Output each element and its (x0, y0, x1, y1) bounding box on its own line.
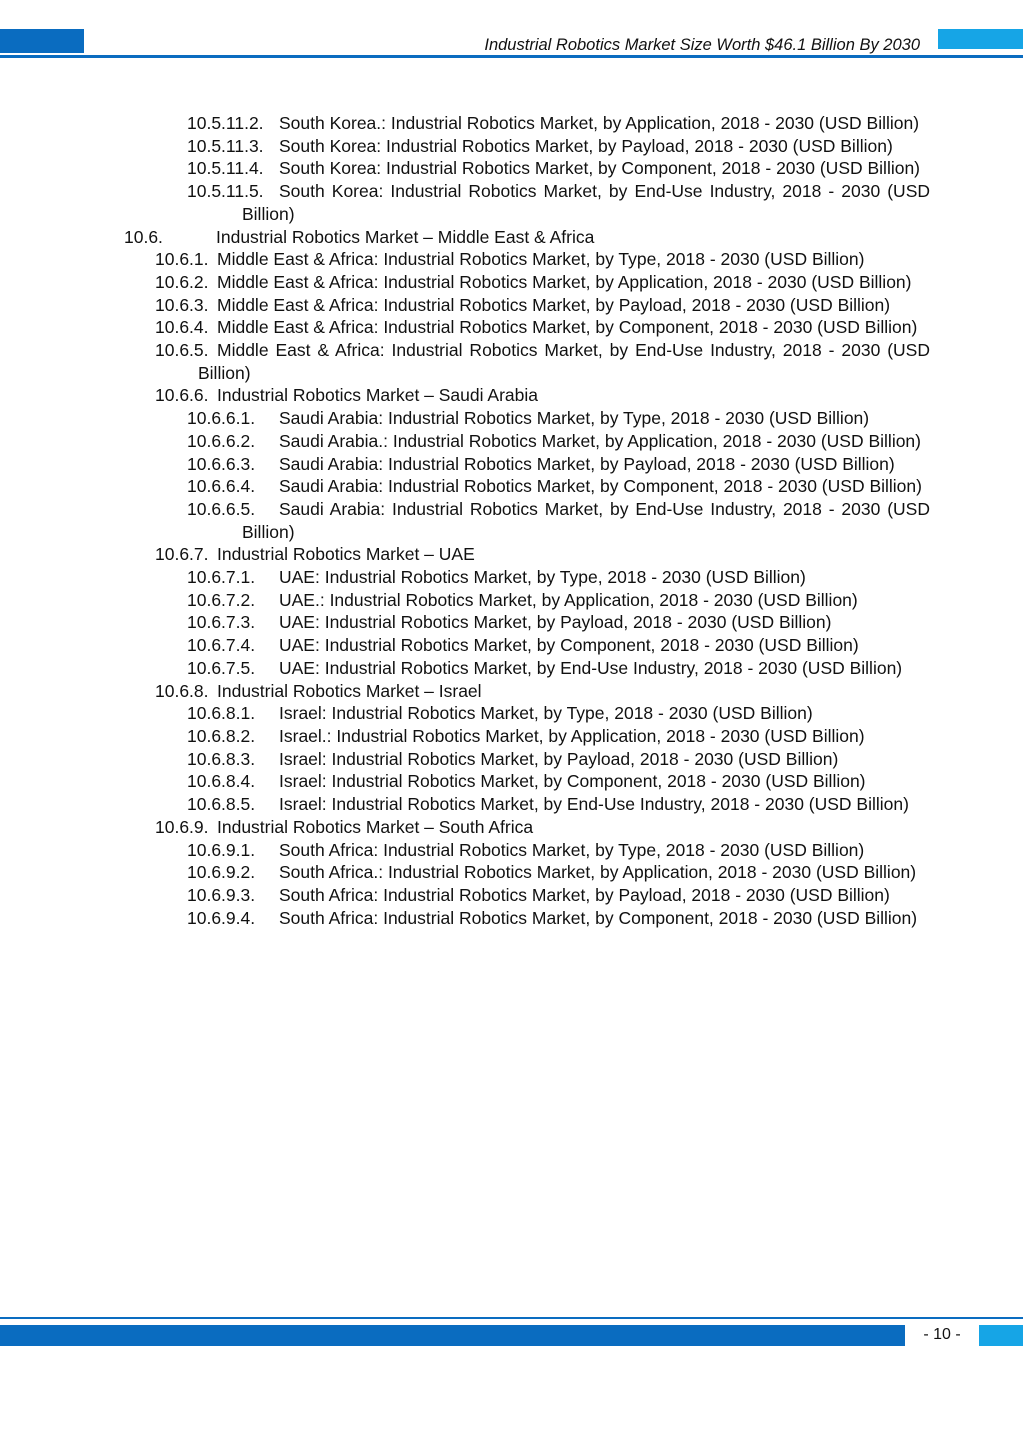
toc-entry-title: Israel: Industrial Robotics Market, by End-Use Industry, 2018 - 2030 (USD Billion) (279, 794, 909, 815)
toc-entry-number: 10.6.7.5. (187, 657, 256, 678)
page-number: - 10 - (923, 1326, 961, 1343)
toc-entry-number: 10.6.6.5. (187, 498, 256, 519)
toc-entry[interactable] (0, 884, 1023, 907)
toc-entry[interactable] (0, 793, 1023, 816)
toc-entry-title: UAE: Industrial Robotics Market, by Type, 2018 - 2030 (USD Billion) (279, 567, 806, 588)
toc-entry[interactable] (0, 271, 1023, 294)
toc-entry-number: 10.6.9.1. (187, 839, 256, 860)
toc-entry[interactable] (0, 861, 1023, 884)
toc-entry-title: South Africa.: Industrial Robotics Market, by Application, 2018 - 2030 (USD Billion) (279, 862, 917, 883)
toc-entry[interactable] (0, 748, 1023, 771)
toc-entry-number: 10.6. (124, 226, 163, 247)
toc-entry-title: UAE: Industrial Robotics Market, by End-Use Industry, 2018 - 2030 (USD Billion) (279, 657, 903, 678)
toc-entry-title: Israel: Industrial Robotics Market, by Component, 2018 - 2030 (USD Billion) (279, 771, 866, 792)
toc-entry-title: UAE: Industrial Robotics Market, by Component, 2018 - 2030 (USD Billion) (279, 635, 859, 656)
toc-entry-title: South Korea: Industrial Robotics Market, by Payload, 2018 - 2030 (USD Billion) (279, 135, 893, 156)
toc-entry[interactable] (0, 226, 1023, 249)
toc-entry[interactable] (0, 430, 1023, 453)
toc-entry-title: South Africa: Industrial Robotics Market, by Payload, 2018 - 2030 (USD Billion) (279, 884, 890, 905)
toc-entry-number: 10.6.3. (155, 294, 209, 315)
toc-entry-number: 10.6.7.1. (187, 567, 256, 588)
toc-entry-number: 10.5.11.3. (187, 135, 264, 156)
toc-entry-number: 10.6.1. (155, 249, 209, 270)
toc-entry-title: Industrial Robotics Market – Israel (217, 680, 482, 701)
toc-entry[interactable] (0, 407, 1023, 430)
toc-entry[interactable] (0, 566, 1023, 589)
toc-entry[interactable] (0, 498, 1023, 543)
toc-entry[interactable] (0, 634, 1023, 657)
toc-entry-number: 10.6.6.2. (187, 430, 256, 451)
toc-entry-title: Israel.: Industrial Robotics Market, by Application, 2018 - 2030 (USD Billion) (279, 725, 865, 746)
toc-entry-title: Middle East & Africa: Industrial Robotics Market, by Payload, 2018 - 2030 (USD Billion) (217, 294, 891, 315)
footer-bar (0, 1325, 905, 1346)
toc-entry[interactable] (0, 475, 1023, 498)
toc-entry-title: Israel: Industrial Robotics Market, by Type, 2018 - 2030 (USD Billion) (279, 703, 813, 724)
toc-entry-number: 10.6.8.2. (187, 725, 256, 746)
header-accent-left (0, 29, 84, 53)
toc-entry-number: 10.6.6.4. (187, 476, 256, 497)
toc-entry-title: South Africa: Industrial Robotics Market, by Type, 2018 - 2030 (USD Billion) (279, 839, 865, 860)
toc-entry-number: 10.6.6.3. (187, 453, 256, 474)
toc-entry-number: 10.5.11.2. (187, 113, 264, 133)
toc-entry[interactable] (0, 680, 1023, 703)
toc-entry[interactable] (0, 725, 1023, 748)
toc-entry-title: Saudi Arabia: Industrial Robotics Market, by Component, 2018 - 2030 (USD Billion) (279, 476, 922, 497)
toc-entry-number: 10.6.9. (155, 816, 209, 837)
footer-rule (0, 1317, 1023, 1319)
toc-entry-number: 10.6.9.4. (187, 907, 256, 928)
toc-entry-number: 10.6.4. (155, 317, 209, 338)
toc-entry-number: 10.6.6. (155, 385, 209, 406)
toc-entry-number: 10.6.7.2. (187, 589, 256, 610)
toc-entry[interactable] (0, 180, 1023, 225)
toc-entry-title: Middle East & Africa: Industrial Robotics Market, by Component, 2018 - 2030 (USD Billion) (217, 317, 918, 338)
toc-entry-number: 10.6.9.2. (187, 862, 256, 883)
toc-entry-title: Saudi Arabia.: Industrial Robotics Market, by Application, 2018 - 2030 (USD Billion) (279, 430, 921, 451)
toc-entry-title: Industrial Robotics Market – UAE (217, 544, 475, 565)
toc-entry-number: 10.6.8.1. (187, 703, 256, 724)
header-accent-right (938, 29, 1023, 49)
toc-entry[interactable] (0, 316, 1023, 339)
toc-entry-title: Industrial Robotics Market – Middle East & Africa (216, 226, 595, 247)
toc-entry-title: UAE: Industrial Robotics Market, by Payload, 2018 - 2030 (USD Billion) (279, 612, 832, 633)
toc-entry-title: Industrial Robotics Market – Saudi Arabia (217, 385, 538, 406)
toc-entry-number: 10.5.11.5. (187, 181, 264, 202)
toc-entry[interactable] (0, 907, 1023, 930)
toc-entry-title: Israel: Industrial Robotics Market, by Payload, 2018 - 2030 (USD Billion) (279, 748, 839, 769)
table-of-contents (0, 112, 1023, 929)
toc-entry[interactable] (0, 816, 1023, 839)
toc-entry[interactable] (0, 453, 1023, 476)
toc-entry-number: 10.6.7.3. (187, 612, 256, 633)
toc-entry[interactable] (0, 611, 1023, 634)
toc-entry-number: 10.6.9.3. (187, 884, 256, 905)
toc-entry-number: 10.6.8. (155, 680, 209, 701)
toc-entry-number: 10.6.5. (155, 340, 209, 361)
toc-entry-number: 10.6.6.1. (187, 408, 256, 429)
toc-entry-number: 10.6.8.3. (187, 748, 256, 769)
toc-entry[interactable] (0, 657, 1023, 680)
toc-entry-number: 10.6.7. (155, 544, 209, 565)
toc-entry[interactable] (0, 770, 1023, 793)
toc-entry[interactable] (0, 112, 1023, 135)
toc-entry[interactable] (0, 702, 1023, 725)
toc-entry-number: 10.5.11.4. (187, 158, 264, 179)
toc-entry-number: 10.6.8.4. (187, 771, 256, 792)
toc-entry-title: South Africa: Industrial Robotics Market, by Component, 2018 - 2030 (USD Billion) (279, 907, 918, 928)
toc-entry[interactable] (0, 589, 1023, 612)
toc-entry[interactable] (0, 384, 1023, 407)
toc-entry[interactable] (0, 157, 1023, 180)
toc-entry-title: Industrial Robotics Market – South Africa (217, 816, 534, 837)
toc-entry-title: Middle East & Africa: Industrial Robotics Market, by End-Use Industry, 2018 - 2030 (USD Billion) (198, 340, 930, 383)
toc-entry-title: Saudi Arabia: Industrial Robotics Market, by Payload, 2018 - 2030 (USD Billion) (279, 453, 895, 474)
toc-entry[interactable] (0, 543, 1023, 566)
toc-entry[interactable] (0, 294, 1023, 317)
toc-entry-title: Saudi Arabia: Industrial Robotics Market, by End-Use Industry, 2018 - 2030 (USD Billion) (242, 498, 930, 542)
header-rule (0, 55, 1023, 58)
toc-entry-title: UAE.: Industrial Robotics Market, by Application, 2018 - 2030 (USD Billion) (279, 589, 858, 610)
toc-entry[interactable] (0, 339, 1023, 384)
toc-entry[interactable] (0, 839, 1023, 862)
document-title: Industrial Robotics Market Size Worth $46.1 Billion By 2030 (484, 36, 920, 54)
toc-entry[interactable] (0, 248, 1023, 271)
footer-accent-right (979, 1325, 1023, 1346)
toc-entry-title: Saudi Arabia: Industrial Robotics Market, by Type, 2018 - 2030 (USD Billion) (279, 408, 870, 429)
toc-entry-number: 10.6.7.4. (187, 635, 256, 656)
toc-entry-title: Middle East & Africa: Industrial Robotics Market, by Type, 2018 - 2030 (USD Billion) (217, 249, 865, 270)
toc-entry-title: Middle East & Africa: Industrial Robotics Market, by Application, 2018 - 2030 (USD Billion) (217, 271, 912, 292)
toc-entry-title: South Korea.: Industrial Robotics Market, by Application, 2018 - 2030 (USD Billion) (279, 113, 920, 133)
toc-entry-title: South Korea: Industrial Robotics Market, by End-Use Industry, 2018 - 2030 (USD Billion) (242, 181, 930, 224)
toc-entry-number: 10.6.2. (155, 271, 209, 292)
toc-entry-number: 10.6.8.5. (187, 794, 256, 815)
toc-entry-title: South Korea: Industrial Robotics Market, by Component, 2018 - 2030 (USD Billion) (279, 158, 921, 179)
toc-entry[interactable] (0, 135, 1023, 158)
